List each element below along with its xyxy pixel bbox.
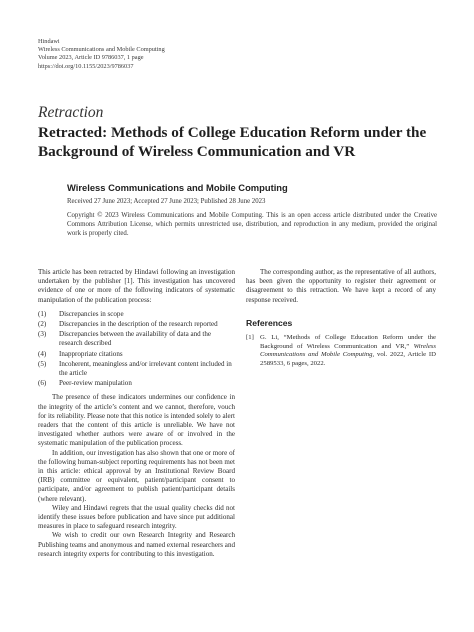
- publication-dates: Received 27 June 2023; Accepted 27 June 2023; Published 28 June 2023: [67, 198, 266, 205]
- list-item-number: (5): [38, 359, 47, 368]
- journal-header: [38, 38, 165, 71]
- list-item-text: Inappropriate citations: [59, 349, 123, 358]
- list-item-text: Discrepancies in scope: [59, 309, 124, 318]
- list-item-text: Discrepancies between the availability of data and the research described: [59, 330, 212, 348]
- publisher-name: Hindawi: [38, 38, 60, 45]
- reference-text: G. Li, “Methods of College Education Reform under the Background of Wireless Communication and VR,”: [260, 334, 436, 350]
- left-column: [38, 268, 235, 559]
- list-item: [38, 330, 235, 348]
- copyright-notice: Copyright © 2023 Wireless Communications and Mobile Computing. This is an open access article distributed under the Creative Commons Attribution License, which permits unrestricted use, distribution, and reproduction in any medium, provided the original work is properly cited.: [67, 212, 437, 237]
- article-type: Retraction: [38, 104, 104, 121]
- credit-paragraph: We wish to credit our own Research Integrity and Research Publishing teams and anonymous and named external researchers and research integrity experts for contributing to this investigation.: [38, 531, 235, 558]
- list-item: [38, 360, 235, 378]
- reference-number: [1]: [246, 334, 254, 342]
- list-item: [38, 320, 235, 329]
- intro-paragraph: This article has been retracted by Hindawi following an investigation undertaken by the publisher [1]. This investigation has uncovered evidence of one or more of the following indicators of systematic manipulation of the publication process:: [38, 268, 235, 304]
- wiley-paragraph: Wiley and Hindawi regrets that the usual quality checks did not identify these issues before publication and have since put additional measures in place to safeguard research integrity.: [38, 503, 235, 531]
- doi-link[interactable]: https://doi.org/10.1155/2023/9786037: [38, 62, 134, 70]
- list-item-number: (6): [38, 379, 47, 388]
- reference-details: , vol. 2022, Article ID 2589533, 6 pages, 2022.: [260, 351, 436, 368]
- reference-journal: Wireless Communications and Mobile Computing: [260, 342, 436, 359]
- article-title: Retracted: Methods of College Education Reform under the Background of Wireless Communication and VR: [38, 124, 427, 160]
- right-column: [246, 268, 436, 369]
- list-item-text: Discrepancies in the description of the research reported: [59, 320, 218, 329]
- list-item: [38, 350, 235, 359]
- list-item-number: (4): [38, 349, 47, 358]
- list-item-number: (2): [38, 320, 47, 329]
- list-item: [38, 379, 235, 388]
- list-item-text: Incoherent, meaningless and/or irrelevant content included in the article: [59, 359, 232, 378]
- volume-line: Volume 2023, Article ID 9786037, 1 page: [38, 54, 144, 62]
- list-item: [38, 310, 235, 319]
- addition-paragraph: In addition, our investigation has also shown that one or more of the following human-subject reporting requirements has not been met in this article: ethical approval by an Institutional Review Board (IRB) committee or equivalent, patient/participant consent to participate, and/or agreement to publish patient/participant details (where relevant).: [38, 448, 235, 503]
- presence-paragraph: The presence of these indicators undermines our confidence in the integrity of the article’s content and we cannot, therefore, vouch for its reliability. Please note that this notice is intended solely to alert readers that the content of this article is unreliable. We have not investigated whether authors were aware of or involved in the systematic manipulation of the publication process.: [38, 393, 235, 448]
- journal-name-header: Wireless Communications and Mobile Computing: [38, 46, 165, 54]
- list-item-number: (3): [38, 330, 47, 339]
- list-item-number: (1): [38, 309, 47, 318]
- references-heading: References: [246, 317, 293, 328]
- list-item-text: Peer-review manipulation: [59, 379, 132, 388]
- reference-item: [246, 334, 436, 369]
- author-paragraph: The corresponding author, as the representative of all authors, has been given the opportunity to register their agreement or disagreement to this retraction. We have kept a record of any response received.: [246, 268, 436, 304]
- journal-name: Wireless Communications and Mobile Computing: [67, 182, 288, 193]
- indicator-list: [38, 310, 235, 389]
